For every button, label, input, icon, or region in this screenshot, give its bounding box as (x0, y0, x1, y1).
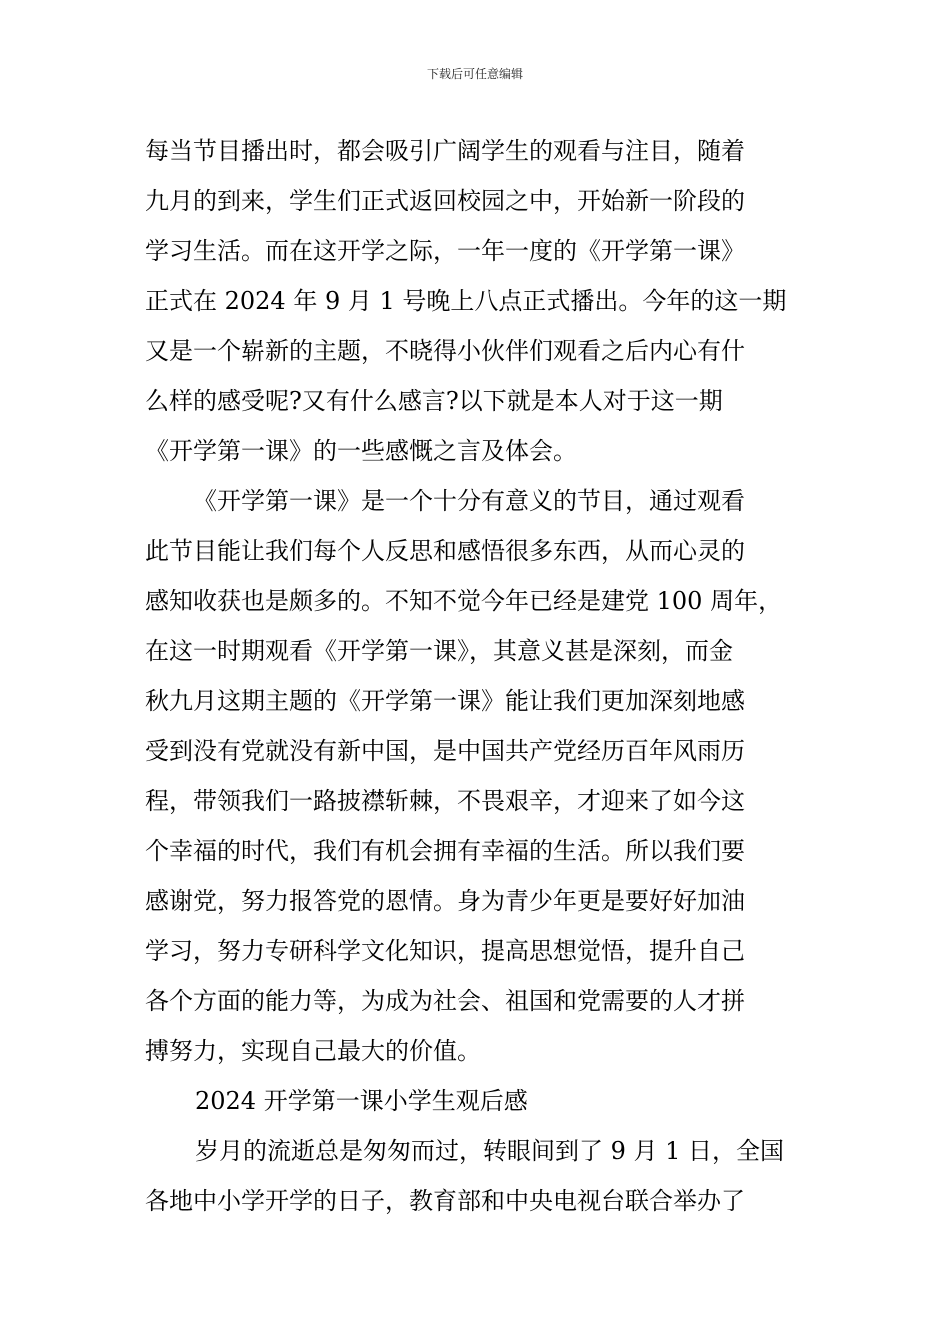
section-title: 2024 开学第一课小学生观后感 (195, 1087, 528, 1115)
text-line: 个幸福的时代，我们有机会拥有幸福的生活。所以我们要 (145, 837, 745, 865)
text-line: 学习生活。而在这开学之际，一年一度的《开学第一课》 (145, 237, 745, 265)
text-line: 九月的到来，学生们正式返回校园之中，开始新一阶段的 (145, 187, 745, 215)
text-line: 每当节目播出时，都会吸引广阔学生的观看与注目，随着 (145, 137, 745, 165)
text-line: 此节目能让我们每个人反思和感悟很多东西，从而心灵的 (145, 537, 745, 565)
text-line: 正式在 2024 年 9 月 1 号晚上八点正式播出。今年的这一期 (145, 287, 787, 315)
text-line: 岁月的流逝总是匆匆而过，转眼间到了 9 月 1 日，全国 (195, 1137, 785, 1165)
text-line: 《开学第一课》的一些感慨之言及体会。 (145, 437, 577, 465)
page-header-note: 下载后可任意编辑 (426, 67, 523, 81)
text-line: 各地中小学开学的日子，教育部和中央电视台联合举办了 (145, 1187, 745, 1215)
text-line: 程，带领我们一路披襟斩棘，不畏艰辛，才迎来了如今这 (145, 787, 745, 815)
text-line: 搏努力，实现自己最大的价值。 (145, 1037, 481, 1065)
text-line: 又是一个崭新的主题，不晓得小伙伴们观看之后内心有什 (145, 337, 745, 365)
paragraph (145, 476, 815, 1076)
text-line: 各个方面的能力等，为成为社会、祖国和党需要的人才拼 (145, 987, 745, 1015)
text-line: 在这一时期观看《开学第一课》，其意义甚是深刻，而金 (145, 637, 733, 665)
paragraph (145, 1126, 815, 1226)
text-line: 受到没有党就没有新中国，是中国共产党经历百年风雨历 (145, 737, 745, 765)
text-line: 么样的感受呢?又有什么感言?以下就是本人对于这一期 (145, 387, 723, 415)
text-line: 学习，努力专研科学文化知识，提高思想觉悟，提升自己 (145, 937, 745, 965)
text-line: 秋九月这期主题的《开学第一课》能让我们更加深刻地感 (145, 687, 745, 715)
text-line: 感知收获也是颇多的。不知不觉今年已经是建党 100 周年， (145, 587, 783, 615)
paragraph (145, 126, 815, 476)
text-line: 感谢党，努力报答党的恩情。身为青少年更是要好好加油 (145, 887, 745, 915)
section-heading (145, 1076, 815, 1126)
text-line: 《开学第一课》是一个十分有意义的节目，通过观看 (193, 487, 745, 515)
document-body (145, 126, 815, 1226)
